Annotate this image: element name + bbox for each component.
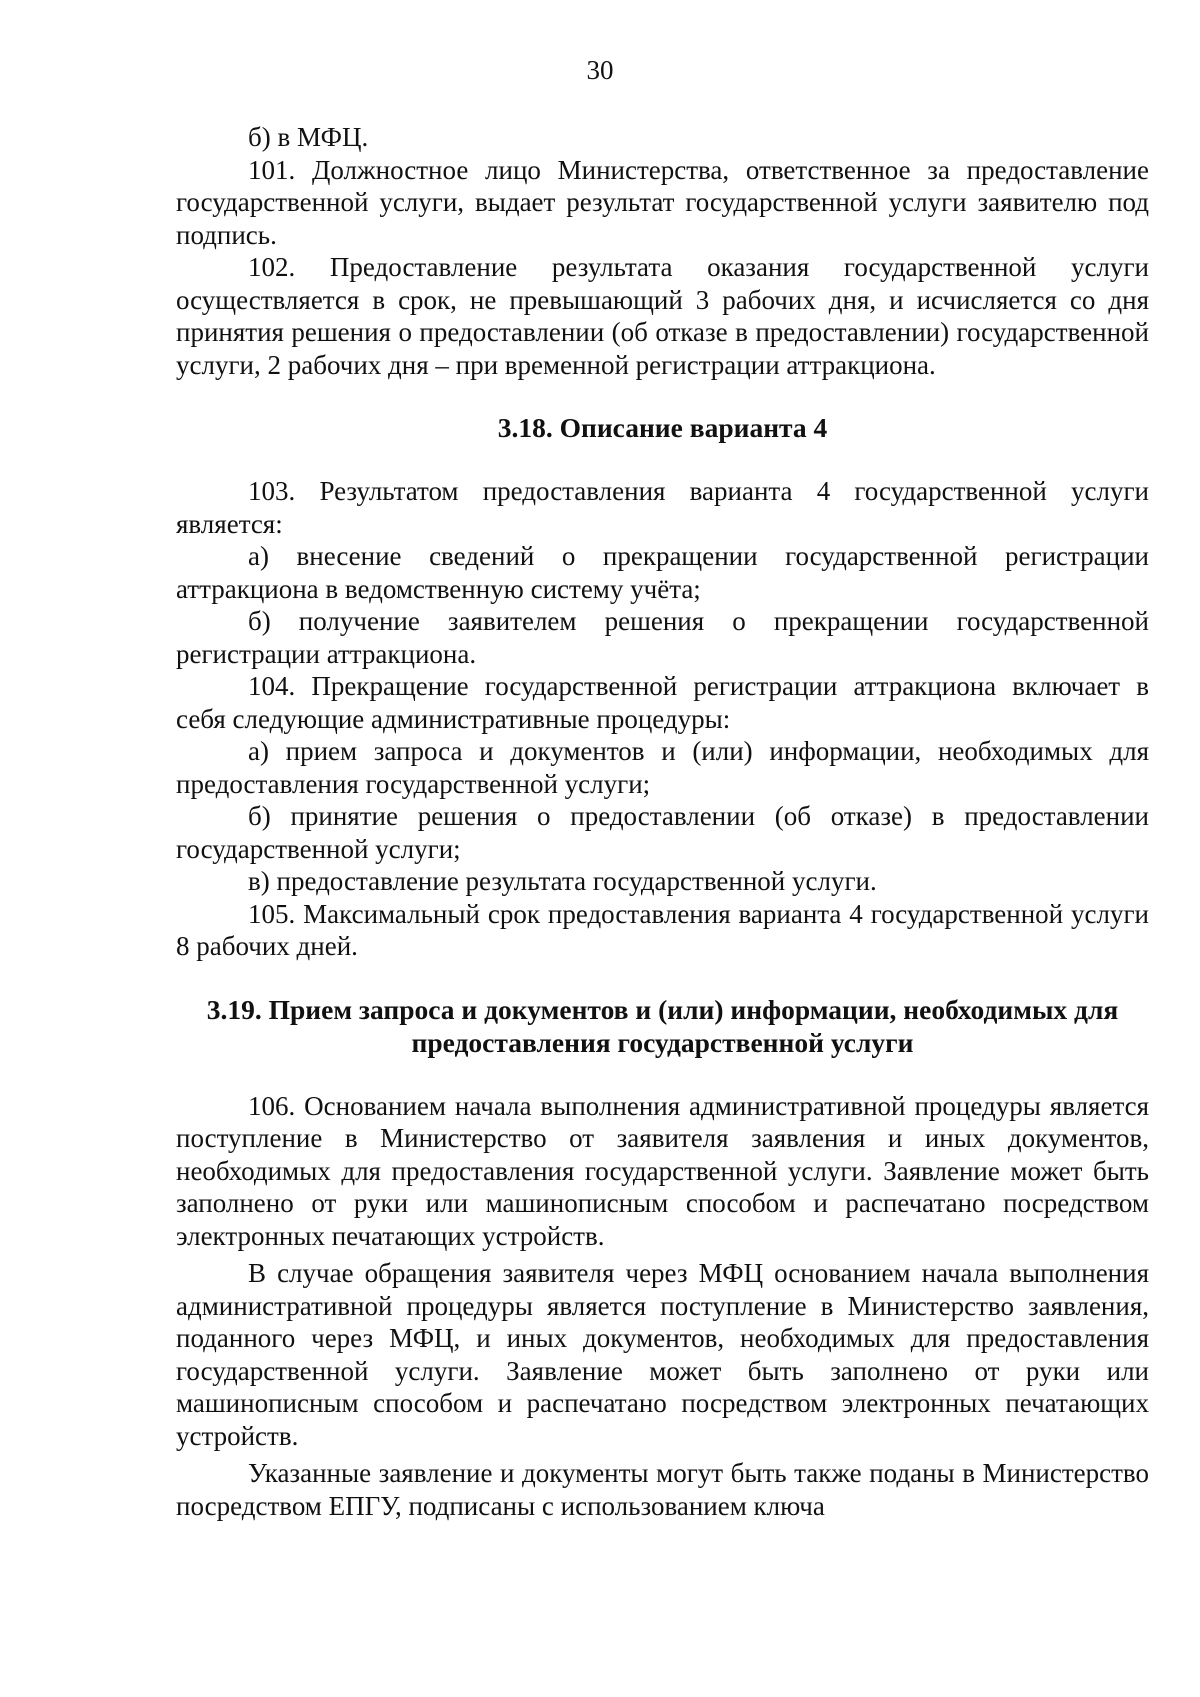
paragraph-106: 106. Основанием начала выполнения административной процедуры является поступление в Министерство от заявителя заявления и иных документов, необходимых для предоставления государственной услуги. Заявление может быть заполнено от руки или машинописным способом и распечатано посредством электронных печатающих устройств. — [176, 1090, 1149, 1251]
page-number: 30 — [586, 55, 614, 85]
paragraph-103: 103. Результатом предоставления варианта 4 государственной услуги является: — [176, 476, 1149, 539]
section-heading-3-19 — [176, 993, 1149, 1059]
paragraph-103-a: а) внесение сведений о прекращении государственной регистрации аттракциона в ведомственную систему учёта; — [176, 541, 1149, 604]
paragraph-104: 104. Прекращение государственной регистрации аттракциона включает в себя следующие административные процедуры: — [176, 671, 1149, 734]
paragraph-106-epgu: Указанные заявление и документы могут быть также поданы в Министерство посредством ЕПГУ, подписаны с использованием ключа — [176, 1458, 1149, 1521]
paragraph-105: 105. Максимальный срок предоставления варианта 4 государственной услуги 8 рабочих дней. — [176, 898, 1149, 961]
document-body — [176, 121, 1149, 1522]
paragraph-104-a: а) прием запроса и документов и (или) информации, необходимых для предоставления государственной услуги; — [176, 736, 1149, 799]
paragraph-101: 101. Должностное лицо Министерства, ответственное за предоставление государственной услуги, выдает результат государственной услуги заявителю под подпись. — [176, 154, 1149, 250]
paragraph-102: 102. Предоставление результата оказания государственной услуги осуществляется в срок, не превышающий 3 рабочих дня, и исчисляется со дня принятия решения о предоставлении (об отказе в предоставлении) государственной услуги, 2 рабочих дня – при временной регистрации аттракциона. — [176, 252, 1149, 380]
paragraph-104-b: б) принятие решения о предоставлении (об отказе) в предоставлении государственной услуги; — [176, 801, 1149, 864]
section-heading-3-19-line1: 3.19. Прием запроса и документов и (или) информации, необходимых для — [206, 993, 1119, 1025]
paragraph-106-mfc-case: В случае обращения заявителя через МФЦ основанием начала выполнения административной процедуры является поступление в Министерство заявления, поданного через МФЦ, и иных документов, необходимых для предоставления государственной услуги. Заявление может быть заполнено от руки или машинописным способом и распечатано посредством электронных печатающих устройств. — [176, 1258, 1149, 1451]
paragraph-mfc: б) в МФЦ. — [248, 122, 369, 152]
paragraph-104-c: в) предоставление результата государственной услуги. — [248, 866, 877, 896]
paragraph-103-b: б) получение заявителем решения о прекращении государственной регистрации аттракциона. — [176, 606, 1149, 669]
section-heading-3-18: 3.18. Описание варианта 4 — [497, 412, 828, 443]
section-heading-3-19-line2: предоставления государственной услуги — [411, 1026, 914, 1058]
